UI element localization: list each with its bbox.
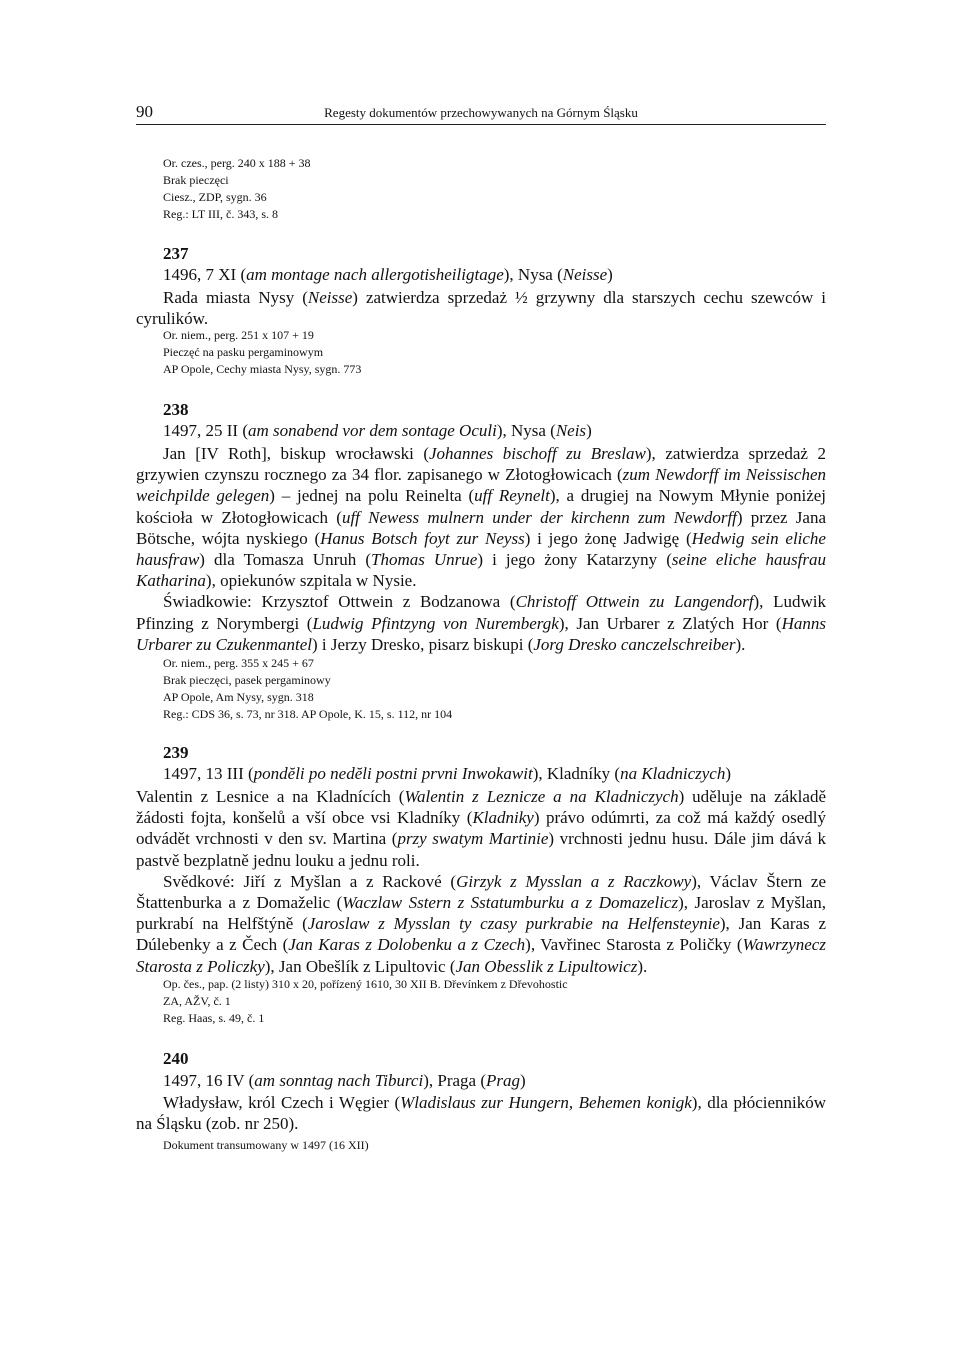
entry-paragraph: Świadkowie: Krzysztof Ottwein z Bodzanowa (Christoff Ottwein zu Langendorf), Ludwik Pfinzing z Norymbergi (Ludwig Pfintzyng von Nurembergk), Jan Urbarer z Zlatých Hor (Hanns Urbarer zu Czukenmantel) i Jerzy Dresko, pisarz biskupi (Jorg Dresko canczelschreiber).	[136, 592, 826, 654]
entry-date-place: 1496, 7 XI (am montage nach allergotisheiligtage), Nysa (Neisse)	[163, 265, 613, 284]
meta-line: AP Opole, Am Nysy, sygn. 318	[163, 690, 314, 704]
entry-number: 240	[163, 1049, 189, 1068]
meta-line: Brak pieczęci, pasek pergaminowy	[163, 673, 331, 687]
meta-line: Reg.: LT III, č. 343, s. 8	[163, 207, 278, 221]
meta-line: Or. niem., perg. 355 x 245 + 67	[163, 656, 314, 670]
entry-number: 238	[163, 400, 189, 419]
meta-line: AP Opole, Cechy miasta Nysy, sygn. 773	[163, 362, 362, 376]
entry-body	[136, 287, 826, 329]
entry-number: 239	[163, 743, 189, 762]
running-title: Regesty dokumentów przechowywanych na Górnym Śląsku	[324, 105, 638, 120]
entry-body	[136, 443, 826, 655]
page-number: 90	[136, 102, 153, 121]
meta-line: Or. czes., perg. 240 x 188 + 38	[163, 156, 311, 170]
meta-line: Reg.: CDS 36, s. 73, nr 318. AP Opole, K. 15, s. 112, nr 104	[163, 707, 453, 721]
entry-date-place: 1497, 13 III (pondĕli po nedĕli postni prvni Inwokawit), Kladníky (na Kladniczych)	[163, 764, 732, 783]
meta-line: Brak pieczęci	[163, 173, 229, 187]
top-meta	[163, 155, 311, 223]
entry-paragraph: Valentin z Lesnice a na Kladnících (Walentin z Leznicze a na Kladniczych) uděluje na základě žádosti fojta, konšelů a vší obce vsi Kladníky (Kladniky) právo odúmrti, za což má každý osedlý odvádět vrchnosti v den sv. Martina (przy swatym Martinie) vrchnosti jednu husu. Dále jim dává k pastvě bezplatně jednu louku a jednu roli.	[136, 787, 827, 870]
entry-number: 237	[163, 244, 189, 263]
entry-meta	[163, 655, 452, 723]
entry-paragraph: Rada miasta Nysy (Neisse) zatwierdza sprzedaż ½ grzywny dla starszych cechu szewców i cyrulików.	[136, 288, 827, 329]
entry-meta	[163, 976, 568, 1027]
entry-body	[136, 1092, 826, 1134]
entry-paragraph: Jan [IV Roth], biskup wrocławski (Johannes bischoff zu Breslaw), zatwierdza sprzedaż 2 grzywien czynszu rocznego za 34 flor. zapisanego w Złotogłowicach (zum Newdorff im Neissischen weichpilde gelegen) – jednej na polu Reinelta (uff Reynelt), a drugiej na Nowym Młynie poniżej kościoła w Złotogłowicach (uff Newess mulnern under der kirchenn zum Newdorff) przez Jana Bötsche, wójta nyskiego (Hanus Botsch foyt zur Neyss) i jego żonę Jadwigę (Hedwig sein eliche hausfraw) dla Tomasza Unruh (Thomas Unrue) i jego żony Katarzyny (seine eliche hausfrau Katharina), opiekunów szpitala w Nysie.	[136, 444, 827, 591]
entry-meta	[163, 1137, 369, 1154]
meta-line: Dokument transumowany w 1497 (16 XII)	[163, 1138, 369, 1152]
meta-line: Pieczęć na pasku pergaminowym	[163, 345, 324, 359]
entry-date-place: 1497, 16 IV (am sonntag nach Tiburci), Praga (Prag)	[163, 1071, 526, 1090]
entry-paragraph: Svědkové: Jiří z Myšlan a z Rackové (Girzyk z Mysslan a z Raczkowy), Václav Štern ze Štattenburka a z Domaželic (Waczlaw Sstern z Sstatumburku a z Domazelicz), Jaroslav z Myšlan, purkrabí na Helfštýně (Jaroslaw z Mysslan ty czasy purkrabie na Helfensteynie), Jan Karas z Dúlebenky a z Čech (Jan Karas z Dolobenku a z Czech), Vavřinec Starosta z Poličky (Wawrzynecz Starosta z Policzky), Jan Obešlík z Lipultovic (Jan Obesslik z Lipultowicz).	[136, 871, 827, 976]
meta-line: Op. čes., pap. (2 listy) 310 x 20, pořízený 1610, 30 XII B. Dřevínkem z Dřevohostic	[163, 977, 568, 991]
meta-line: Reg. Haas, s. 49, č. 1	[163, 1011, 265, 1025]
meta-line: Ciesz., ZDP, sygn. 36	[163, 190, 267, 204]
entry-paragraph: Władysław, król Czech i Węgier (Wladislaus zur Hungern, Behemen konigk), dla płócienników na Śląsku (zob. nr 250).	[136, 1093, 827, 1134]
entry-date-place: 1497, 25 II (am sonabend vor dem sontage Oculi), Nysa (Neis)	[163, 421, 592, 440]
meta-line: Or. niem., perg. 251 x 107 + 19	[163, 328, 314, 342]
meta-line: ZA, AŽV, č. 1	[163, 994, 231, 1008]
running-header	[136, 102, 826, 125]
entry-body	[136, 786, 826, 977]
entry-meta	[163, 327, 361, 378]
